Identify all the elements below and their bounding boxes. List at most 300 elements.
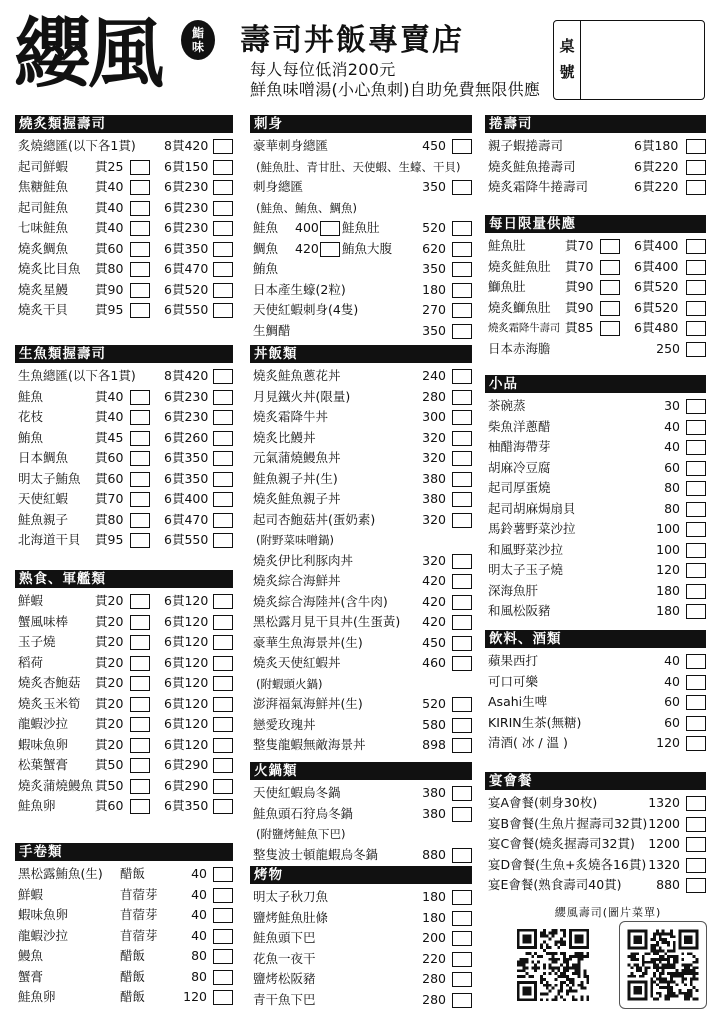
order-quantity-box[interactable] [686,260,706,275]
item-name: 炙燒總匯(以下各1貫) [18,138,136,153]
item-list [15,864,233,1008]
item-name: 戀愛玫瑰丼 [253,716,316,732]
item-price: 450 [422,634,446,650]
order-quantity-box[interactable] [213,929,233,944]
menu-item [15,259,233,280]
order-quantity-box[interactable] [130,410,150,425]
order-quantity-box[interactable] [213,160,233,175]
item-name: 天使紅蝦 [18,491,69,506]
menu-item [15,864,233,885]
item-price: 250 [656,340,680,356]
order-quantity-box[interactable] [686,858,706,873]
order-quantity-box[interactable] [213,888,233,903]
item-price: 380 [422,470,446,486]
set-price: 6貫120 [164,634,209,649]
order-quantity-box[interactable] [130,615,150,630]
order-quantity-box[interactable] [213,451,233,466]
order-quantity-box[interactable] [452,492,472,507]
order-quantity-box[interactable] [452,952,472,967]
item-note: (附鹽烤鮭魚下巴) [256,827,346,841]
order-quantity-box[interactable] [213,758,233,773]
item-price: 450 [422,138,446,153]
order-quantity-box[interactable] [452,738,472,753]
roll-base: 苜蓿芽 [120,886,158,902]
order-quantity-box[interactable] [686,301,706,316]
order-quantity-box[interactable] [686,420,706,435]
menu-item [15,591,233,612]
menu-item [485,478,706,499]
item-price: 320 [422,552,446,568]
order-quantity-box[interactable] [130,635,150,650]
menu-item [485,277,706,298]
menu-item [250,612,472,633]
item-name: 松葉蟹膏 [18,757,69,772]
set-price: 6貫470 [164,511,209,527]
order-quantity-box[interactable] [686,878,706,893]
set-price: 6貫120 [164,716,209,731]
order-quantity-box[interactable] [452,390,472,405]
set-price: 6貫120 [164,695,209,711]
order-quantity-box[interactable] [130,303,150,318]
item-name: 鮭魚肚 [488,238,526,253]
item-price: 280 [422,388,446,404]
order-quantity-box[interactable] [686,716,706,731]
order-quantity-box[interactable] [130,221,150,236]
item-price: 120 [183,989,207,1004]
order-quantity-box[interactable] [213,513,233,528]
order-quantity-box[interactable] [213,779,233,794]
set-price: 8貫420 [164,368,209,383]
order-quantity-box[interactable] [686,695,706,710]
order-quantity-box[interactable] [213,492,233,507]
menu-item [485,733,706,754]
order-quantity-box[interactable] [452,807,472,822]
menu-item-note [250,198,472,219]
item-name: 燒炙綜合海陸丼(含牛肉) [253,593,388,609]
single-piece-price: 貫85 [565,320,594,335]
item-name: 鮭魚頭石狩烏冬鍋 [253,805,354,821]
menu-item [485,157,706,178]
order-quantity-box[interactable] [320,221,340,236]
order-quantity-box[interactable] [130,779,150,794]
menu-item [250,949,472,970]
item-name: 鮪魚 [18,429,44,445]
order-quantity-box[interactable] [452,911,472,926]
item-price: 380 [422,805,446,821]
order-quantity-box[interactable] [452,472,472,487]
menu-item [485,318,706,339]
item-name: 燒炙比目魚 [18,261,81,276]
order-quantity-box[interactable] [213,949,233,964]
menu-item [15,946,233,967]
item-price: 280 [422,971,446,986]
single-piece-price: 貫45 [95,429,124,445]
order-quantity-box[interactable] [130,738,150,753]
section-header: 丼飯類 [250,345,472,363]
item-name: 柴魚洋蔥醋 [488,418,551,434]
order-quantity-box[interactable] [452,636,472,651]
item-name: 鹽烤鮭魚肚條 [253,909,329,925]
order-quantity-box[interactable] [686,654,706,669]
item-name: 七味鮭魚 [18,220,69,235]
roll-base: 醋飯 [120,948,146,963]
order-quantity-box[interactable] [600,301,620,316]
order-quantity-box[interactable] [686,139,706,154]
order-quantity-box[interactable] [600,239,620,254]
page-title: 壽司丼飯專賣店 [240,23,464,58]
order-quantity-box[interactable] [452,369,472,384]
menu-item [15,632,233,653]
order-quantity-box[interactable] [452,848,472,863]
menu-item [485,560,706,581]
order-quantity-box[interactable] [686,817,706,832]
menu-item [15,428,233,449]
item-price: 320 [422,450,446,465]
menu-item [15,967,233,988]
order-quantity-box[interactable] [452,615,472,630]
menu-item [250,551,472,572]
item-name: 蝦味魚卵 [18,736,69,752]
item-name: Asahi生啤 [488,694,548,709]
order-quantity-box[interactable] [130,594,150,609]
menu-item [485,458,706,479]
item-price: 30 [664,398,680,413]
menu-item [250,694,472,715]
set-price: 6貫290 [164,757,209,772]
item-name: 生魚總匯(以下各1貫) [18,368,136,383]
order-quantity-box[interactable] [213,990,233,1005]
order-quantity-box[interactable] [130,201,150,216]
item-name: 北海道干貝 [18,532,81,547]
item-name: 黑松露鮪魚(生) [18,866,103,881]
order-quantity-box[interactable] [452,697,472,712]
single-piece-price: 貫20 [95,613,124,629]
order-quantity-box[interactable] [213,970,233,985]
order-quantity-box[interactable] [213,615,233,630]
order-quantity-box[interactable] [130,242,150,257]
order-quantity-box[interactable] [130,472,150,487]
menu-item [15,218,233,239]
menu-column-right [485,0,706,1024]
order-quantity-box[interactable] [452,410,472,425]
item-name: 鮭魚卵 [18,989,56,1004]
order-quantity-box[interactable] [686,461,706,476]
single-piece-price: 貫90 [565,299,594,315]
item-name: 燒炙伊比利豚肉丼 [253,552,354,568]
order-quantity-box[interactable] [686,675,706,690]
item-note: (鮭魚、鮪魚、鯛魚) [256,200,357,215]
menu-section-banquet [485,772,706,896]
item-name: 鮭魚卵 [18,798,56,813]
order-quantity-box[interactable] [130,697,150,712]
order-quantity-box[interactable] [213,431,233,446]
order-quantity-box[interactable] [686,180,706,195]
menu-item [250,592,472,613]
order-quantity-box[interactable] [130,451,150,466]
order-quantity-box[interactable] [130,160,150,175]
order-quantity-box[interactable] [600,321,620,336]
order-quantity-box[interactable] [213,283,233,298]
order-quantity-box[interactable] [130,431,150,446]
order-quantity-box[interactable] [213,717,233,732]
order-quantity-box[interactable] [213,472,233,487]
single-piece-price: 貫40 [95,220,124,235]
section-header: 飲料、酒類 [485,630,706,648]
menu-item [250,783,472,804]
item-price: 280 [422,991,446,1007]
order-quantity-box[interactable] [213,201,233,216]
order-quantity-box[interactable] [130,717,150,732]
order-quantity-box[interactable] [130,492,150,507]
menu-item [485,437,706,458]
item-price: 40 [191,927,207,943]
order-quantity-box[interactable] [452,221,472,236]
order-quantity-box[interactable] [686,604,706,619]
menu-section-grilled [250,866,472,1010]
order-quantity-box[interactable] [686,342,706,357]
order-quantity-box[interactable] [213,303,233,318]
order-quantity-box[interactable] [686,563,706,578]
menu-item [485,713,706,734]
order-quantity-box[interactable] [130,283,150,298]
order-quantity-box[interactable] [213,390,233,405]
order-quantity-box[interactable] [320,242,340,257]
order-quantity-box[interactable] [130,656,150,671]
item-price: 898 [422,737,446,752]
item-name: 鮭魚親子 [18,511,69,527]
item-name: 明太子玉子燒 [488,562,564,577]
order-quantity-box[interactable] [452,431,472,446]
order-quantity-box[interactable] [213,908,233,923]
order-quantity-box[interactable] [130,180,150,195]
menu-item [250,366,472,387]
order-quantity-box[interactable] [213,533,233,548]
order-quantity-box[interactable] [686,502,706,517]
order-quantity-box[interactable] [213,635,233,650]
order-quantity-box[interactable] [452,890,472,905]
order-quantity-box[interactable] [452,513,472,528]
item-name: 整隻波士頓龍蝦烏冬鍋 [253,846,379,862]
menu-item [485,672,706,693]
item-name: 燒炙玉米筍 [18,695,81,711]
order-quantity-box[interactable] [686,837,706,852]
order-quantity-box[interactable] [600,260,620,275]
order-quantity-box[interactable] [452,262,472,277]
order-quantity-box[interactable] [686,280,706,295]
set-price: 6貫350 [164,798,209,813]
set-price: 6貫550 [164,302,209,317]
menu-item [15,407,233,428]
menu-item [485,855,706,876]
order-quantity-box[interactable] [452,554,472,569]
badge-char: 味 [191,40,204,54]
item-price: 40 [664,418,680,434]
order-quantity-box[interactable] [686,321,706,336]
qr-code [511,923,595,1007]
item-list [250,783,472,865]
menu-item [485,519,706,540]
single-piece-price: 貫60 [95,798,124,813]
order-quantity-box[interactable] [213,180,233,195]
single-piece-price: 貫90 [95,281,124,297]
order-quantity-box[interactable] [452,283,472,298]
item-price: 460 [422,655,446,670]
menu-item [15,755,233,776]
item-name: 鮮蝦 [18,886,44,902]
set-price: 6貫230 [164,199,209,215]
item-name: 起司鮮蝦 [18,158,69,174]
menu-item [250,715,472,736]
item-name: 澎湃福氣海鮮丼(生) [253,696,363,711]
order-quantity-box[interactable] [452,180,472,195]
menu-item [250,280,472,301]
order-quantity-box[interactable] [686,522,706,537]
order-quantity-box[interactable] [130,799,150,814]
order-quantity-box[interactable] [130,758,150,773]
order-quantity-box[interactable] [452,324,472,339]
order-quantity-box[interactable] [452,786,472,801]
order-quantity-box[interactable] [686,584,706,599]
menu-item [250,136,472,157]
item-price: 180 [422,281,446,297]
item-name: 蝦味魚卵 [18,907,69,922]
item-name: 茶碗蒸 [488,398,526,413]
single-piece-price: 貫20 [95,654,124,670]
order-quantity-box[interactable] [452,451,472,466]
section-header: 捲壽司 [485,115,706,133]
menu-section-sashimi [250,115,472,341]
menu-item [485,298,706,319]
order-quantity-box[interactable] [452,595,472,610]
order-quantity-box[interactable] [130,513,150,528]
order-quantity-box[interactable] [686,481,706,496]
item-price: 300 [422,409,446,424]
single-piece-price: 貫40 [95,199,124,215]
order-quantity-box[interactable] [686,239,706,254]
order-quantity-box[interactable] [686,796,706,811]
menu-item-note [250,674,472,695]
menu-item [485,692,706,713]
order-quantity-box[interactable] [686,440,706,455]
order-quantity-box[interactable] [213,410,233,425]
menu-item [250,239,472,260]
item-price: 420 [422,593,446,609]
order-quantity-box[interactable] [686,399,706,414]
order-quantity-box[interactable] [130,390,150,405]
order-quantity-box[interactable] [213,656,233,671]
menu-section-hand-rolls [15,843,233,1008]
menu-item [250,845,472,866]
item-price: 1320 [648,856,680,872]
order-quantity-box[interactable] [213,221,233,236]
item-price: 350 [422,322,446,338]
menu-item [250,990,472,1011]
single-piece-price: 貫25 [95,158,124,174]
item-price: 60 [664,459,680,475]
order-quantity-box[interactable] [213,242,233,257]
single-piece-price: 貫70 [565,258,594,274]
order-quantity-box[interactable] [213,799,233,814]
order-quantity-box[interactable] [213,594,233,609]
order-quantity-box[interactable] [130,262,150,277]
item-price: 180 [422,889,446,904]
menu-item [15,905,233,926]
order-quantity-box[interactable] [686,736,706,751]
order-quantity-box[interactable] [686,160,706,175]
set-price: 6貫520 [634,279,679,294]
item-name: 鰤魚肚 [488,279,526,294]
item-name: 燒炙霜降牛丼 [253,409,329,424]
menu-item [250,428,472,449]
order-quantity-box[interactable] [130,676,150,691]
menu-item [485,396,706,417]
item-price: 200 [422,930,446,945]
item-price: 420 [422,573,446,588]
item-name: 宴E會餐(熟食壽司40貫) [488,877,622,892]
roll-base: 苜蓿芽 [120,907,158,922]
menu-item [250,218,472,239]
order-quantity-box[interactable] [452,242,472,257]
order-quantity-box[interactable] [213,262,233,277]
order-quantity-box[interactable] [452,656,472,671]
set-price: 6貫350 [164,240,209,256]
item-price: 100 [656,541,680,557]
item-price: 180 [656,603,680,618]
order-quantity-box[interactable] [452,931,472,946]
set-price: 6貫350 [164,470,209,486]
order-quantity-box[interactable] [600,280,620,295]
order-quantity-box[interactable] [452,718,472,733]
single-piece-price: 貫90 [565,279,594,294]
menu-item [15,387,233,408]
order-quantity-box[interactable] [452,574,472,589]
item-name: 天使紅蝦刺身(4隻) [253,302,359,317]
order-quantity-box[interactable] [213,139,233,154]
order-quantity-box[interactable] [452,972,472,987]
order-quantity-box[interactable] [130,533,150,548]
menu-item [485,834,706,855]
item-price: 420 [422,614,446,629]
set-price: 6貫400 [164,491,209,506]
order-quantity-box[interactable] [213,738,233,753]
menu-item [15,300,233,321]
section-header: 生魚類握壽司 [15,345,233,363]
order-quantity-box[interactable] [452,993,472,1008]
single-piece-price: 貫20 [95,675,124,690]
menu-item [250,887,472,908]
menu-item [485,793,706,814]
roll-base: 苜蓿芽 [120,927,158,943]
order-quantity-box[interactable] [213,867,233,882]
set-price: 6貫230 [164,220,209,235]
menu-item [485,581,706,602]
item-name: 天使紅蝦烏冬鍋 [253,785,341,800]
menu-item-note [250,824,472,845]
item-name: 胡麻冷豆腐 [488,459,551,475]
order-quantity-box[interactable] [213,697,233,712]
set-price: 8貫420 [164,138,209,153]
menu-section-donburi [250,345,472,756]
order-quantity-box[interactable] [452,139,472,154]
item-name: 宴C會餐(燒炙握壽司32貫) [488,836,635,851]
menu-item [250,969,472,990]
menu-item [15,280,233,301]
order-quantity-box[interactable] [213,676,233,691]
order-quantity-box[interactable] [213,369,233,384]
item-name: 龍蝦沙拉 [18,927,69,943]
order-quantity-box[interactable] [686,543,706,558]
order-quantity-box[interactable] [452,303,472,318]
